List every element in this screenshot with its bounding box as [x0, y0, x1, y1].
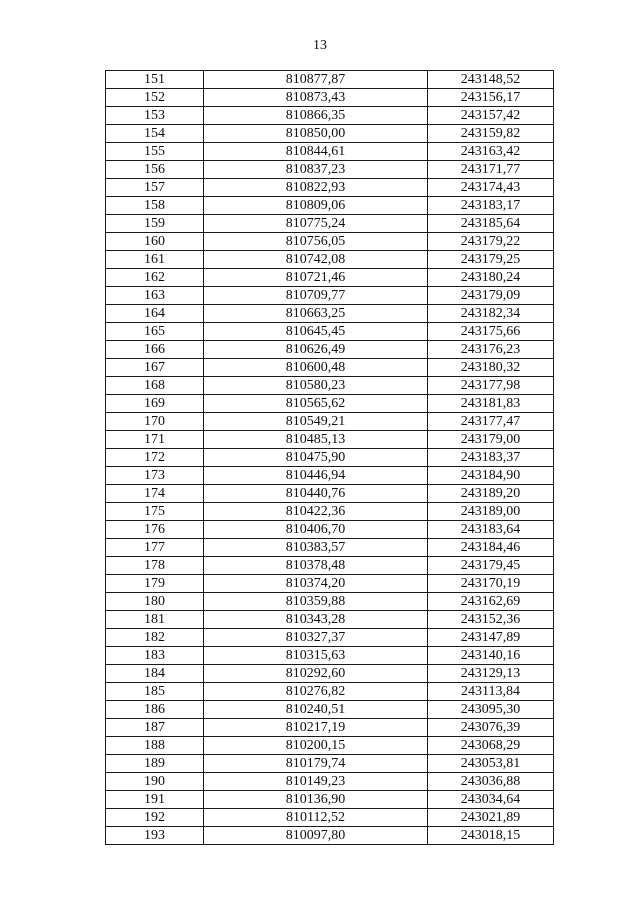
x-coordinate-cell: 810775,24 [204, 215, 428, 233]
point-number-cell: 191 [106, 791, 204, 809]
table-row [106, 359, 554, 377]
table-row [106, 521, 554, 539]
table-row [106, 89, 554, 107]
point-number-cell: 190 [106, 773, 204, 791]
point-number-cell: 160 [106, 233, 204, 251]
table-row [106, 737, 554, 755]
x-coordinate-cell: 810149,23 [204, 773, 428, 791]
y-coordinate-cell: 243174,43 [428, 179, 554, 197]
x-coordinate-cell: 810327,37 [204, 629, 428, 647]
table-row [106, 791, 554, 809]
point-number-cell: 159 [106, 215, 204, 233]
table-row [106, 107, 554, 125]
y-coordinate-cell: 243181,83 [428, 395, 554, 413]
point-number-cell: 164 [106, 305, 204, 323]
point-number-cell: 155 [106, 143, 204, 161]
point-number-cell: 186 [106, 701, 204, 719]
x-coordinate-cell: 810837,23 [204, 161, 428, 179]
x-coordinate-cell: 810112,52 [204, 809, 428, 827]
table-row [106, 611, 554, 629]
x-coordinate-cell: 810179,74 [204, 755, 428, 773]
y-coordinate-cell: 243163,42 [428, 143, 554, 161]
y-coordinate-cell: 243179,00 [428, 431, 554, 449]
point-number-cell: 183 [106, 647, 204, 665]
table-row [106, 719, 554, 737]
point-number-cell: 166 [106, 341, 204, 359]
y-coordinate-cell: 243076,39 [428, 719, 554, 737]
table-row [106, 287, 554, 305]
y-coordinate-cell: 243189,00 [428, 503, 554, 521]
x-coordinate-cell: 810359,88 [204, 593, 428, 611]
x-coordinate-cell: 810240,51 [204, 701, 428, 719]
table-row [106, 485, 554, 503]
point-number-cell: 187 [106, 719, 204, 737]
y-coordinate-cell: 243148,52 [428, 71, 554, 89]
table-row [106, 467, 554, 485]
x-coordinate-cell: 810549,21 [204, 413, 428, 431]
x-coordinate-cell: 810097,80 [204, 827, 428, 845]
y-coordinate-cell: 243183,37 [428, 449, 554, 467]
y-coordinate-cell: 243053,81 [428, 755, 554, 773]
table-row [106, 809, 554, 827]
x-coordinate-cell: 810626,49 [204, 341, 428, 359]
y-coordinate-cell: 243156,17 [428, 89, 554, 107]
y-coordinate-cell: 243184,46 [428, 539, 554, 557]
x-coordinate-cell: 810475,90 [204, 449, 428, 467]
point-number-cell: 176 [106, 521, 204, 539]
point-number-cell: 168 [106, 377, 204, 395]
point-number-cell: 153 [106, 107, 204, 125]
x-coordinate-cell: 810485,13 [204, 431, 428, 449]
point-number-cell: 185 [106, 683, 204, 701]
coordinates-table-body [106, 71, 554, 845]
y-coordinate-cell: 243036,88 [428, 773, 554, 791]
table-row [106, 773, 554, 791]
x-coordinate-cell: 810709,77 [204, 287, 428, 305]
x-coordinate-cell: 810721,46 [204, 269, 428, 287]
y-coordinate-cell: 243018,15 [428, 827, 554, 845]
table-row [106, 683, 554, 701]
y-coordinate-cell: 243147,89 [428, 629, 554, 647]
table-row [106, 305, 554, 323]
y-coordinate-cell: 243021,89 [428, 809, 554, 827]
point-number-cell: 167 [106, 359, 204, 377]
y-coordinate-cell: 243129,13 [428, 665, 554, 683]
y-coordinate-cell: 243177,98 [428, 377, 554, 395]
y-coordinate-cell: 243180,24 [428, 269, 554, 287]
point-number-cell: 174 [106, 485, 204, 503]
table-row [106, 179, 554, 197]
table-row [106, 377, 554, 395]
y-coordinate-cell: 243179,22 [428, 233, 554, 251]
x-coordinate-cell: 810850,00 [204, 125, 428, 143]
table-row [106, 71, 554, 89]
y-coordinate-cell: 243095,30 [428, 701, 554, 719]
x-coordinate-cell: 810873,43 [204, 89, 428, 107]
point-number-cell: 156 [106, 161, 204, 179]
point-number-cell: 162 [106, 269, 204, 287]
point-number-cell: 178 [106, 557, 204, 575]
x-coordinate-cell: 810374,20 [204, 575, 428, 593]
x-coordinate-cell: 810742,08 [204, 251, 428, 269]
x-coordinate-cell: 810756,05 [204, 233, 428, 251]
point-number-cell: 179 [106, 575, 204, 593]
point-number-cell: 157 [106, 179, 204, 197]
table-row [106, 431, 554, 449]
point-number-cell: 173 [106, 467, 204, 485]
table-row [106, 323, 554, 341]
y-coordinate-cell: 243185,64 [428, 215, 554, 233]
x-coordinate-cell: 810822,93 [204, 179, 428, 197]
table-row [106, 197, 554, 215]
y-coordinate-cell: 243179,45 [428, 557, 554, 575]
table-row [106, 665, 554, 683]
y-coordinate-cell: 243157,42 [428, 107, 554, 125]
y-coordinate-cell: 243162,69 [428, 593, 554, 611]
point-number-cell: 170 [106, 413, 204, 431]
table-row [106, 449, 554, 467]
point-number-cell: 169 [106, 395, 204, 413]
x-coordinate-cell: 810343,28 [204, 611, 428, 629]
x-coordinate-cell: 810663,25 [204, 305, 428, 323]
table-row [106, 593, 554, 611]
y-coordinate-cell: 243171,77 [428, 161, 554, 179]
x-coordinate-cell: 810292,60 [204, 665, 428, 683]
table-row [106, 539, 554, 557]
point-number-cell: 175 [106, 503, 204, 521]
y-coordinate-cell: 243179,09 [428, 287, 554, 305]
point-number-cell: 163 [106, 287, 204, 305]
y-coordinate-cell: 243176,23 [428, 341, 554, 359]
point-number-cell: 151 [106, 71, 204, 89]
y-coordinate-cell: 243179,25 [428, 251, 554, 269]
point-number-cell: 158 [106, 197, 204, 215]
point-number-cell: 184 [106, 665, 204, 683]
table-row [106, 143, 554, 161]
table-row [106, 755, 554, 773]
point-number-cell: 165 [106, 323, 204, 341]
y-coordinate-cell: 243170,19 [428, 575, 554, 593]
point-number-cell: 154 [106, 125, 204, 143]
x-coordinate-cell: 810383,57 [204, 539, 428, 557]
point-number-cell: 192 [106, 809, 204, 827]
y-coordinate-cell: 243159,82 [428, 125, 554, 143]
coordinates-table [105, 70, 554, 845]
table-row [106, 413, 554, 431]
y-coordinate-cell: 243184,90 [428, 467, 554, 485]
point-number-cell: 193 [106, 827, 204, 845]
x-coordinate-cell: 810276,82 [204, 683, 428, 701]
table-row [106, 647, 554, 665]
x-coordinate-cell: 810809,06 [204, 197, 428, 215]
x-coordinate-cell: 810136,90 [204, 791, 428, 809]
page-number: 13 [313, 38, 327, 53]
x-coordinate-cell: 810422,36 [204, 503, 428, 521]
point-number-cell: 161 [106, 251, 204, 269]
y-coordinate-cell: 243177,47 [428, 413, 554, 431]
point-number-cell: 182 [106, 629, 204, 647]
y-coordinate-cell: 243034,64 [428, 791, 554, 809]
table-row [106, 233, 554, 251]
point-number-cell: 189 [106, 755, 204, 773]
x-coordinate-cell: 810600,48 [204, 359, 428, 377]
table-row [106, 395, 554, 413]
y-coordinate-cell: 243152,36 [428, 611, 554, 629]
x-coordinate-cell: 810877,87 [204, 71, 428, 89]
table-row [106, 341, 554, 359]
y-coordinate-cell: 243182,34 [428, 305, 554, 323]
y-coordinate-cell: 243175,66 [428, 323, 554, 341]
table-row [106, 701, 554, 719]
table-row [106, 827, 554, 845]
point-number-cell: 180 [106, 593, 204, 611]
x-coordinate-cell: 810844,61 [204, 143, 428, 161]
x-coordinate-cell: 810446,94 [204, 467, 428, 485]
point-number-cell: 171 [106, 431, 204, 449]
y-coordinate-cell: 243183,64 [428, 521, 554, 539]
x-coordinate-cell: 810217,19 [204, 719, 428, 737]
x-coordinate-cell: 810440,76 [204, 485, 428, 503]
table-row [106, 161, 554, 179]
table-row [106, 215, 554, 233]
y-coordinate-cell: 243068,29 [428, 737, 554, 755]
point-number-cell: 172 [106, 449, 204, 467]
x-coordinate-cell: 810315,63 [204, 647, 428, 665]
x-coordinate-cell: 810866,35 [204, 107, 428, 125]
y-coordinate-cell: 243180,32 [428, 359, 554, 377]
y-coordinate-cell: 243183,17 [428, 197, 554, 215]
table-row [106, 269, 554, 287]
y-coordinate-cell: 243140,16 [428, 647, 554, 665]
table-row [106, 503, 554, 521]
table-row [106, 125, 554, 143]
table-row [106, 629, 554, 647]
point-number-cell: 188 [106, 737, 204, 755]
x-coordinate-cell: 810645,45 [204, 323, 428, 341]
table-row [106, 251, 554, 269]
point-number-cell: 177 [106, 539, 204, 557]
table-row [106, 575, 554, 593]
table-row [106, 557, 554, 575]
x-coordinate-cell: 810378,48 [204, 557, 428, 575]
x-coordinate-cell: 810200,15 [204, 737, 428, 755]
y-coordinate-cell: 243113,84 [428, 683, 554, 701]
x-coordinate-cell: 810406,70 [204, 521, 428, 539]
point-number-cell: 152 [106, 89, 204, 107]
point-number-cell: 181 [106, 611, 204, 629]
x-coordinate-cell: 810565,62 [204, 395, 428, 413]
x-coordinate-cell: 810580,23 [204, 377, 428, 395]
y-coordinate-cell: 243189,20 [428, 485, 554, 503]
